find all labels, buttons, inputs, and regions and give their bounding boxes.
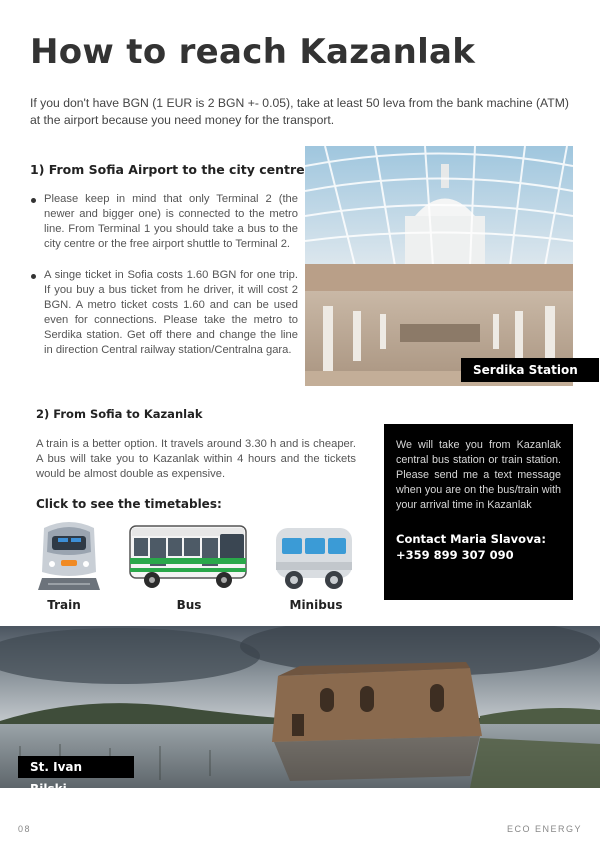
minibus-icon [272,524,356,594]
page-number: 08 [18,824,32,834]
section1-heading: 1) From Sofia Airport to the city centre [30,162,305,177]
contact-text: We will take you from Kazanlak central bus station or train station. Please send me a text message when you are on the bus/train with your arrival time in Kazanlak [396,439,561,511]
bus-link[interactable] [128,520,250,590]
train-label[interactable]: Train [47,598,81,612]
train-link[interactable] [34,520,104,592]
minibus-link[interactable] [272,524,356,594]
contact-name: Contact Maria Slavova: [396,532,546,546]
serdika-caption: Serdika Station [461,358,599,382]
section2-heading: 2) From Sofia to Kazanlak [36,407,203,421]
bus-label[interactable]: Bus [176,598,202,612]
footer-brand: ECO ENERGY [506,824,582,834]
bullet-item-terminal: Please keep in mind that only Terminal 2 (the newer and bigger one) is connected to the metro line. From Terminal 1 you should take a bus to the city centre or the free airport shuttle to Terminal 2. [30,192,298,252]
contact-phone[interactable]: +359 899 307 090 [396,548,514,562]
page-title: How to reach Kazanlak [30,32,476,72]
st-ivan-caption: St. Ivan Rilski [18,756,134,778]
bus-icon [128,520,250,590]
section2-text: A train is a better option. It travels around 3.30 h and is cheaper. A bus will take you to Kazanlak within 4 hours and the tickets would be almost double as expensive. [36,438,356,480]
bullet-item-ticket: A singe ticket in Sofia costs 1.60 BGN for one trip. If you buy a bus ticket from he driver, it will cost 2 BGN. A metro ticket costs 1.60 and can be used even for connections. Please take the metro to Serdika station. Get off there and change the line in direction Central railway station/Centralna gara. [30,268,298,358]
intro-paragraph: If you don't have BGN (1 EUR is 2 BGN +- 0.05), take at least 50 leva from the bank machine (ATM) at the airport because you need money for the transport. [30,96,569,127]
section1-bullet-list [30,192,298,374]
train-icon [34,520,104,592]
serdika-station-photo [305,146,573,386]
minibus-label[interactable]: Minibus [289,598,343,612]
timetables-label: Click to see the timetables: [36,497,222,511]
contact-box [384,424,573,600]
